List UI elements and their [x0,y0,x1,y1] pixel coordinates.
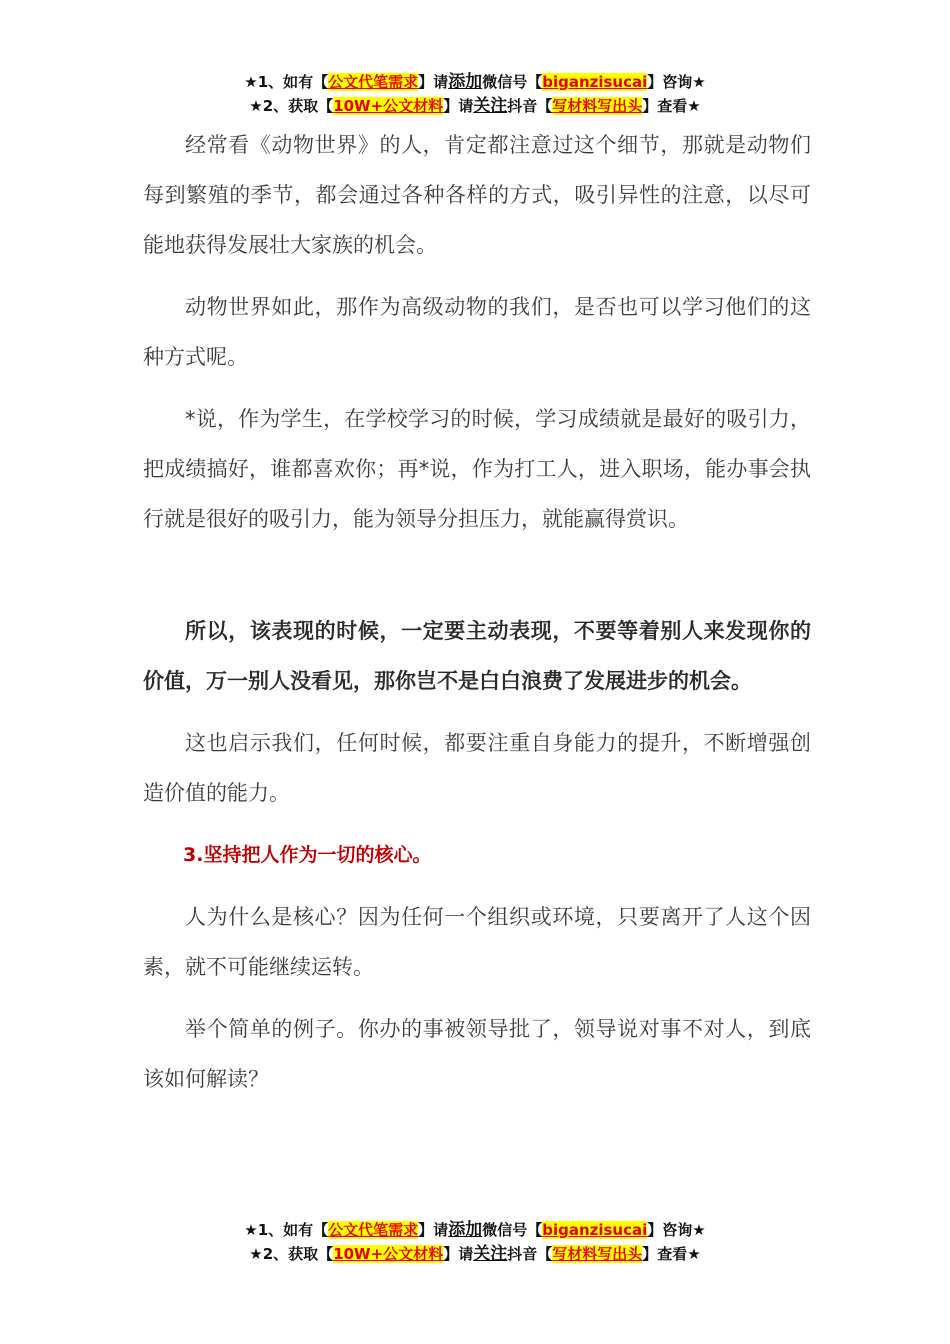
banner-line-2 [0,94,950,118]
wechat-id-highlight: biganzisucai [542,73,648,91]
banner-emphasis: 添加 [448,1220,483,1240]
banner-text: 抖音【 [507,97,553,115]
banner-highlight: 10W+公文材料 [333,97,444,115]
paragraph-7: 举个简单的例子。你办的事被领导批了，领导说对事不对人，到底该如何解读？ [143,1017,811,1091]
banner-emphasis: 关注 [473,1244,508,1264]
banner-text: 】请 [418,73,449,91]
paragraph-4-bold: 所以，该表现的时候，一定要主动表现，不要等着别人来发现你的价值，万一别人没看见，那你岂不是白白浪费了发展进步的机会。 [143,619,811,693]
blank-line [143,556,811,606]
banner-text: ★1、如有【 [244,73,329,91]
banner-highlight: 公文代笔需求 [328,73,419,91]
paragraph-3: *说，作为学生，在学校学习的时候，学习成绩就是最好的吸引力，把成绩搞好，谁都喜欢你；再*说，作为打工人，进入职场，能办事会执行就是很好的吸引力，能为领导分担压力，就能赢得赏识。 [143,407,811,531]
section-heading: 3.坚持把人作为一切的核心。 [183,844,432,866]
paragraph-1: 经常看《动物世界》的人，肯定都注意过这个细节，那就是动物们每到繁殖的季节，都会通过各种各样的方式，吸引异性的注意，以尽可能地获得发展壮大家族的机会。 [143,133,811,257]
banner-highlight: 公文代笔需求 [328,1221,419,1239]
douyin-account-highlight: 写材料写出头 [552,1245,643,1263]
banner-text: ★1、如有【 [244,1221,329,1239]
banner-text: 】请 [418,1221,449,1239]
paragraph-2: 动物世界如此，那作为高级动物的我们，是否也可以学习他们的这种方式呢。 [143,295,811,369]
banner-highlight: 10W+公文材料 [333,1245,444,1263]
paragraph-5: 这也启示我们，任何时候，都要注重自身能力的提升，不断增强创造价值的能力。 [143,731,811,805]
banner-text: ★2、获取【 [249,1245,334,1263]
banner-text: 微信号【 [482,1221,543,1239]
banner-text: 】咨询★ [647,73,706,91]
banner-text: 】查看★ [642,1245,701,1263]
banner-line-1 [0,1218,950,1242]
douyin-account-highlight: 写材料写出头 [552,97,643,115]
paragraph-6: 人为什么是核心？因为任何一个组织或环境，只要离开了人这个因素，就不可能继续运转。 [143,905,811,979]
document-body [143,120,811,1116]
banner-emphasis: 添加 [448,72,483,92]
banner-text: 抖音【 [507,1245,553,1263]
banner-text: 】查看★ [642,97,701,115]
banner-text: ★2、获取【 [249,97,334,115]
banner-text: 】请 [443,1245,474,1263]
banner-text: 】咨询★ [647,1221,706,1239]
banner-line-2 [0,1242,950,1266]
wechat-id-highlight: biganzisucai [542,1221,648,1239]
header-banner [0,70,950,118]
footer-banner [0,1218,950,1266]
banner-text: 】请 [443,97,474,115]
banner-line-1 [0,70,950,94]
banner-text: 微信号【 [482,73,543,91]
banner-emphasis: 关注 [473,96,508,116]
